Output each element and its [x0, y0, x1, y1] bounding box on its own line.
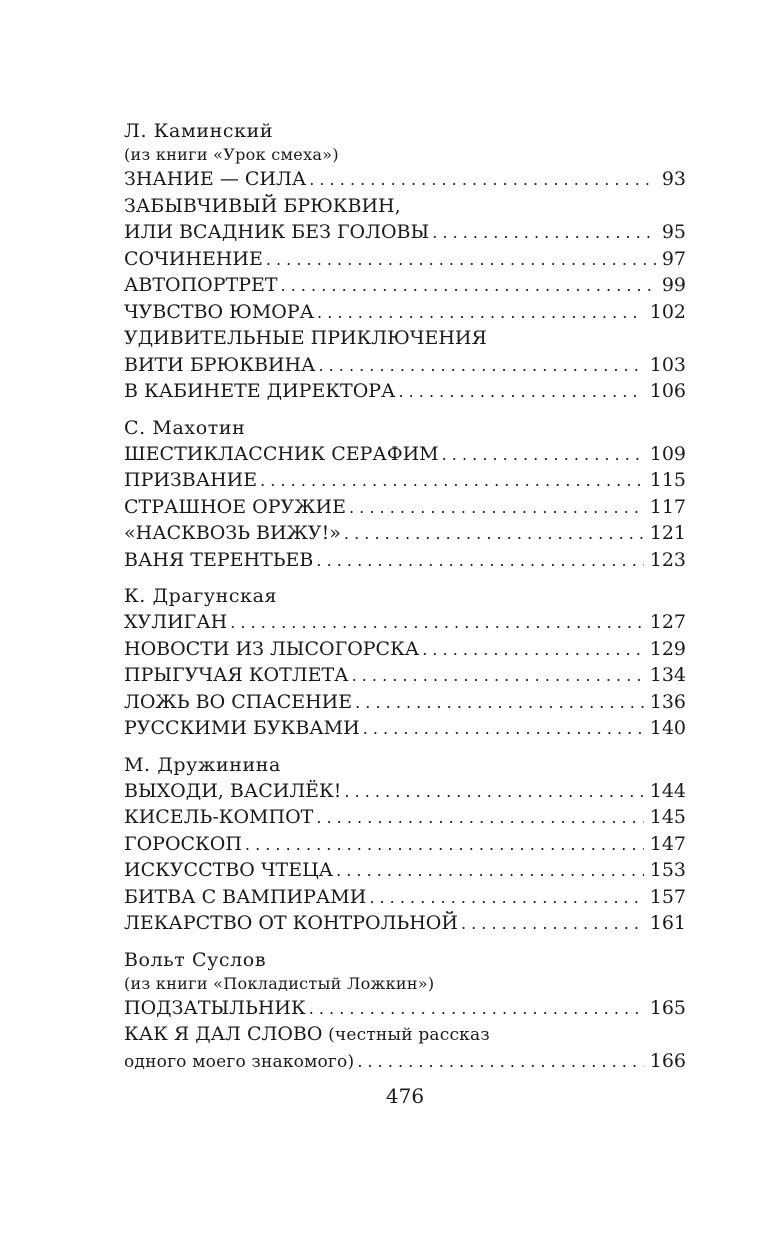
entry-page-number: 153 — [649, 859, 686, 881]
entry-page-number: 121 — [649, 522, 686, 544]
entry-title-text: «НАСКВОЗЬ ВИЖУ!» — [124, 522, 341, 544]
entry-page-number: 161 — [649, 912, 686, 934]
entry-page-number: 145 — [649, 806, 686, 828]
entry-page-number: 106 — [649, 380, 686, 402]
entry-title — [124, 494, 346, 521]
entry-title — [124, 778, 341, 805]
toc-entry[interactable] — [124, 662, 686, 689]
toc-entry[interactable] — [124, 884, 686, 911]
toc-entry-line — [124, 884, 686, 911]
toc-entry-line — [124, 857, 686, 884]
toc-entry-line — [124, 246, 686, 273]
entry-page-number: 157 — [649, 885, 686, 908]
entry-title — [124, 299, 314, 326]
author-subtitle: (из книги «Урок смеха») — [124, 145, 339, 164]
entry-title — [124, 884, 366, 911]
entry-title — [124, 547, 313, 574]
dot-leader — [344, 779, 643, 806]
entry-title — [124, 1021, 490, 1049]
entry-title — [124, 219, 429, 246]
entry-title — [124, 804, 313, 831]
entry-title — [124, 689, 352, 716]
dot-leader — [352, 663, 644, 690]
toc-entry-line — [124, 689, 686, 716]
toc-entry-line — [124, 494, 686, 521]
entry-title-text: ПРЫГУЧАЯ КОТЛЕТА — [124, 664, 349, 686]
entry-title-text: ШЕСТИКЛАССНИК СЕРАФИМ — [124, 442, 439, 465]
dot-leader — [432, 220, 656, 247]
toc-entry-line — [124, 378, 686, 405]
entry-title — [124, 609, 227, 636]
entry-title — [124, 662, 349, 689]
entry-page-number: 134 — [649, 664, 686, 686]
entry-title-text: РУССКИМИ БУКВАМИ — [124, 717, 360, 739]
toc-entry[interactable] — [124, 995, 686, 1022]
author-name: Л. Каминский — [124, 120, 274, 142]
toc-section — [124, 118, 686, 405]
toc-entry[interactable] — [124, 494, 686, 521]
entry-title-text: БИТВА С ВАМПИРАМИ — [124, 885, 367, 908]
entry-title-text: СТРАШНОЕ ОРУЖИЕ — [124, 495, 346, 518]
toc-entry-line — [124, 609, 686, 636]
dot-leader — [230, 610, 644, 637]
toc-entry[interactable] — [124, 441, 686, 468]
toc-entry-line — [124, 325, 686, 352]
entry-title — [124, 193, 401, 220]
table-of-contents — [124, 118, 686, 1074]
entry-page-number: 109 — [649, 442, 686, 465]
entry-title — [124, 520, 341, 547]
entry-title-note: одного моего знакомого) — [124, 1051, 355, 1072]
toc-entry[interactable] — [124, 804, 686, 831]
entry-page-number: 127 — [649, 611, 686, 633]
toc-entry[interactable] — [124, 378, 686, 405]
author-name: С. Махотин — [124, 416, 246, 439]
toc-entry-line — [124, 299, 686, 326]
entry-page-number: 93 — [661, 168, 686, 190]
entry-title — [124, 857, 333, 884]
entry-title — [124, 467, 257, 494]
entry-title-text: НОВОСТИ ИЗ ЛЫСОГОРСКА — [124, 637, 420, 660]
author-name: М. Дружинина — [124, 753, 281, 776]
entry-page-number: 95 — [661, 221, 686, 243]
author-name: К. Драгунская — [124, 585, 278, 607]
toc-entry[interactable] — [124, 299, 686, 326]
dot-leader — [336, 858, 644, 885]
dot-leader — [318, 353, 643, 380]
entry-title-text: ЛЕКАРСТВО ОТ КОНТРОЛЬНОЙ — [124, 912, 458, 934]
author-name: Вольт Суслов — [124, 948, 267, 971]
toc-section — [124, 415, 686, 574]
entry-title — [124, 831, 242, 858]
entry-page-number: 115 — [649, 469, 686, 491]
toc-section — [124, 583, 686, 742]
toc-entry[interactable] — [124, 609, 686, 636]
toc-entry-line — [124, 272, 686, 299]
toc-entry[interactable] — [124, 193, 686, 246]
entry-page-number: 123 — [649, 548, 686, 571]
toc-entry-line — [124, 467, 686, 494]
entry-title — [124, 166, 306, 193]
dot-leader — [344, 521, 644, 548]
toc-entry-line — [124, 910, 686, 937]
toc-entry[interactable] — [124, 467, 686, 494]
toc-entry[interactable] — [124, 831, 686, 858]
dot-leader — [266, 247, 656, 274]
entry-title — [124, 1048, 354, 1076]
dot-leader — [260, 468, 644, 495]
dot-leader — [317, 300, 644, 327]
toc-entry-line — [124, 520, 686, 547]
toc-entry-line — [124, 193, 686, 220]
entry-title — [124, 325, 487, 352]
entry-title-text: ГОРОСКОП — [124, 832, 242, 855]
toc-entry-line — [124, 662, 686, 689]
entry-page-number: 99 — [661, 274, 686, 296]
entry-page-number: 136 — [649, 690, 686, 713]
toc-entry-line — [124, 778, 686, 805]
entry-page-number: 144 — [649, 779, 686, 802]
toc-entry-line — [124, 804, 686, 831]
page-number: 476 — [385, 1084, 425, 1108]
dot-leader — [309, 167, 656, 194]
toc-entry-line — [124, 441, 686, 468]
toc-entry-line — [124, 831, 686, 858]
entry-title-text: ХУЛИГАН — [124, 611, 228, 633]
entry-title-note: (честный рассказ — [322, 1025, 490, 1045]
toc-entry[interactable] — [124, 547, 686, 574]
entry-title-text: ЗНАНИЕ — СИЛА — [124, 168, 307, 190]
entry-title-text: КИСЕЛЬ-КОМПОТ — [124, 806, 314, 828]
toc-entry-line — [124, 352, 686, 379]
entry-title — [124, 910, 458, 937]
toc-entry[interactable] — [124, 246, 686, 273]
toc-entry[interactable] — [124, 715, 686, 742]
entry-title — [124, 715, 360, 742]
entry-page-number: 147 — [649, 832, 686, 855]
toc-entry[interactable] — [124, 910, 686, 937]
entry-page-number: 117 — [649, 495, 686, 518]
toc-entry[interactable] — [124, 1021, 686, 1074]
toc-entry[interactable] — [124, 689, 686, 716]
dot-leader — [316, 548, 643, 575]
entry-title — [124, 636, 419, 663]
toc-entry[interactable] — [124, 636, 686, 663]
toc-entry-line — [124, 995, 686, 1022]
dot-leader — [398, 379, 643, 406]
entry-page-number: 165 — [649, 996, 686, 1019]
entry-page-number: 140 — [649, 717, 686, 739]
entry-title-text: ВЫХОДИ, ВАСИЛЁК! — [124, 779, 342, 802]
toc-entry[interactable] — [124, 325, 686, 378]
author-subtitle: (из книги «Покладистый Ложкин») — [124, 973, 435, 993]
dot-leader — [309, 996, 644, 1023]
entry-title — [124, 441, 439, 468]
toc-entry-line — [124, 1048, 686, 1075]
toc-section — [124, 752, 686, 937]
entry-title-text: ЛОЖЬ ВО СПАСЕНИЕ — [124, 690, 353, 713]
entry-title-text: В КАБИНЕТЕ ДИРЕКТОРА — [124, 380, 396, 402]
entry-title-text: ВИТИ БРЮКВИНА — [124, 353, 316, 376]
entry-title-text: ПРИЗВАНИЕ — [124, 469, 258, 491]
entry-title-text: ЗАБЫВЧИВЫЙ БРЮКВИН, — [124, 194, 401, 217]
dot-leader — [355, 690, 644, 717]
toc-entry-line — [124, 636, 686, 663]
entry-title-text: СОЧИНЕНИЕ — [124, 247, 263, 270]
entry-title-text: ВАНЯ ТЕРЕНТЬЕВ — [124, 548, 314, 571]
dot-leader — [245, 832, 644, 859]
toc-section — [124, 947, 686, 1075]
dot-leader — [281, 273, 656, 300]
toc-entry[interactable] — [124, 272, 686, 299]
dot-leader — [422, 637, 644, 664]
dot-leader — [357, 1049, 643, 1076]
entry-title — [124, 995, 306, 1022]
toc-entry-line — [124, 547, 686, 574]
toc-entry-line — [124, 715, 686, 742]
entry-title — [124, 272, 278, 299]
dot-leader — [349, 495, 644, 522]
entry-title-text: ИЛИ ВСАДНИК БЕЗ ГОЛОВЫ — [124, 221, 430, 243]
entry-page-number: 102 — [649, 300, 686, 323]
entry-title-text: ЧУВСТВО ЮМОРА — [124, 300, 315, 323]
entry-page-number: 129 — [649, 637, 686, 660]
entry-title-text: УДИВИТЕЛЬНЫЕ ПРИКЛЮЧЕНИЯ — [124, 327, 487, 349]
entry-title-text: ИСКУССТВО ЧТЕЦА — [124, 859, 334, 881]
dot-leader — [363, 716, 644, 743]
dot-leader — [369, 885, 643, 912]
entry-title-text: КАК Я ДАЛ СЛОВО — [124, 1023, 323, 1045]
entry-title — [124, 246, 263, 273]
dot-leader — [461, 911, 644, 938]
entry-page-number: 97 — [661, 247, 686, 270]
entry-title — [124, 352, 315, 379]
toc-entry-line — [124, 166, 686, 193]
entry-title-text: ПОДЗАТЫЛЬНИК — [124, 996, 306, 1019]
entry-page-number: 103 — [649, 353, 686, 376]
toc-entry-line — [124, 1021, 686, 1048]
toc-entry[interactable] — [124, 857, 686, 884]
entry-title-text: АВТОПОРТРЕТ — [124, 274, 278, 296]
toc-entry-line — [124, 219, 686, 246]
entry-title — [124, 378, 395, 405]
toc-entry[interactable] — [124, 166, 686, 193]
dot-leader — [442, 442, 644, 469]
dot-leader — [316, 805, 643, 832]
entry-page-number: 166 — [649, 1049, 686, 1072]
toc-entry[interactable] — [124, 778, 686, 805]
toc-entry[interactable] — [124, 520, 686, 547]
